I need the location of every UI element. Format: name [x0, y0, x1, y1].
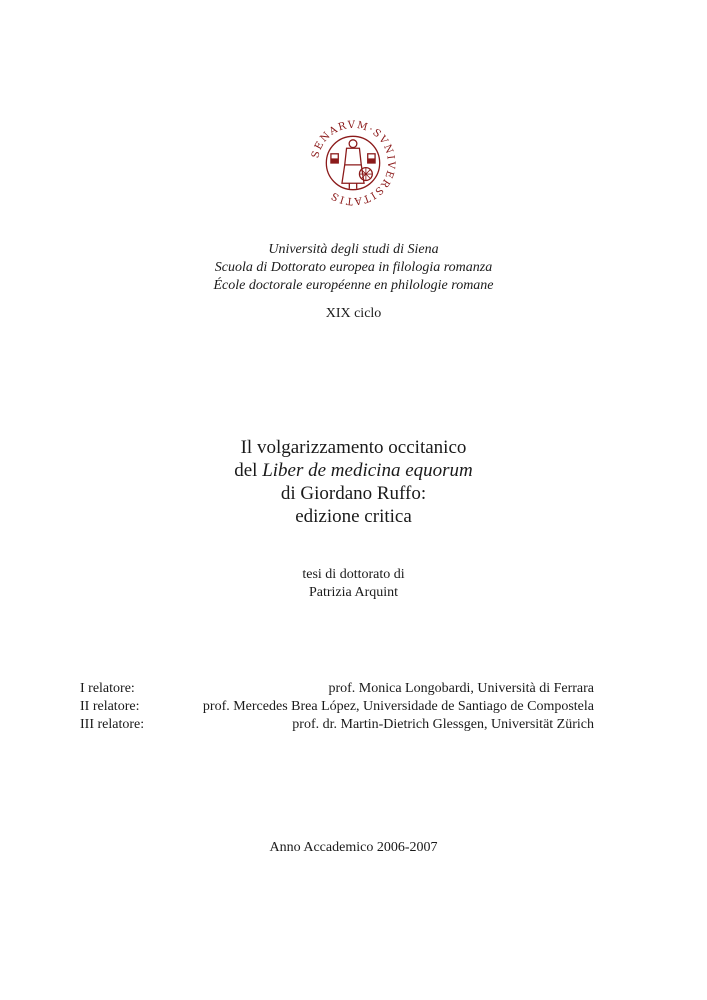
university-seal-icon — [307, 117, 399, 209]
seal-inscription: SENARVM·SVNIVERSITATIS — [310, 119, 397, 207]
relatore-label: II relatore: — [80, 699, 140, 714]
relatore-row — [80, 698, 594, 716]
relatore-row — [80, 716, 594, 734]
university-name: Università degli studi di Siena — [268, 242, 439, 257]
thesis-title-line-3: di Giordano Ruffo: — [280, 483, 427, 504]
thesis-author: Patrizia Arquint — [308, 585, 399, 600]
doctoral-school-fr: École doctorale européenne en philologie romane — [213, 278, 494, 293]
thesis-title-line-2 — [0, 459, 707, 482]
doctoral-school-it: Scuola di Dottorato europea in filologia romanza — [214, 260, 493, 275]
title-work-name: Liber de medicina equorum — [262, 460, 473, 481]
thesis-title-line-1: Il volgarizzamento occitanico — [240, 437, 467, 458]
relatore-name: prof. Monica Longobardi, Università di Ferrara — [328, 681, 594, 696]
relatore-row — [80, 680, 594, 698]
thesis-label: tesi di dottorato di — [302, 567, 405, 582]
academic-year: Anno Accademico 2006-2007 — [269, 840, 438, 855]
thesis-title-line-4: edizione critica — [295, 506, 412, 527]
title-prefix: del — [234, 460, 263, 481]
doctoral-cycle: XIX ciclo — [325, 306, 382, 321]
relatore-name: prof. Mercedes Brea López, Universidade de Santiago de Compostela — [202, 699, 594, 714]
relatore-label: III relatore: — [80, 717, 145, 732]
svg-text:SENARVM·SVNIVERSITATIS — [310, 120, 396, 206]
relatore-name: prof. dr. Martin-Dietrich Glessgen, Universität Zürich — [292, 717, 594, 732]
relatore-label: I relatore: — [80, 681, 135, 696]
